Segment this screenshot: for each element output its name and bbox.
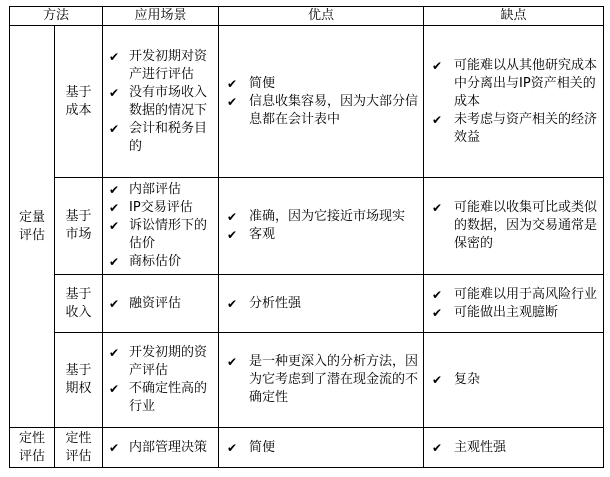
pros-list (219, 72, 423, 132)
list-item-text: 复杂 (454, 372, 481, 387)
scenario-list (103, 341, 218, 419)
header-pros: 优点 (219, 7, 424, 26)
list-item (424, 286, 599, 304)
check-icon: ✔ (109, 440, 120, 455)
cons-list (424, 196, 603, 256)
list-item-text: 是一种更深入的分析方法，因为它考虑到了潜在现金流的不确定性 (249, 354, 419, 405)
list-item-text: 没有市场收入数据的情况下 (129, 84, 208, 118)
list-item-text: 简便 (249, 75, 276, 91)
method-cell (55, 26, 103, 178)
pros-cell (219, 275, 424, 333)
list-item (103, 199, 214, 217)
scenario-list (103, 292, 218, 316)
list-item-text: 信息收集容易，因为大部分信息都在会计表中 (249, 93, 419, 127)
pros-list (219, 436, 423, 460)
table-row (10, 333, 604, 428)
check-icon: ✔ (109, 296, 120, 311)
list-item (103, 120, 214, 156)
group-qualitative-label: 定性评估 (19, 430, 46, 464)
list-item (219, 93, 419, 129)
cons-list (424, 54, 603, 150)
list-item-text: 开发初期的资产评估 (129, 345, 208, 378)
list-item-text: 客观 (249, 227, 276, 242)
list-item (424, 111, 599, 147)
list-item-text: IP交易评估 (129, 200, 193, 215)
check-icon: ✔ (109, 382, 120, 396)
method-cell (55, 428, 103, 468)
check-icon: ✔ (227, 94, 238, 109)
pros-cell (219, 333, 424, 428)
list-item-text: 内部评估 (129, 182, 182, 197)
list-item (103, 217, 214, 253)
scenario-list (103, 436, 218, 460)
list-item (424, 439, 599, 457)
pros-list (219, 350, 423, 410)
group-quantitative (10, 26, 55, 428)
list-item (103, 181, 214, 199)
list-item (103, 253, 214, 271)
list-item (219, 208, 419, 226)
table-row (10, 178, 604, 275)
list-item (219, 353, 419, 407)
method-cell (55, 333, 103, 428)
check-icon: ✔ (227, 210, 238, 224)
header-scenario: 应用场景 (103, 7, 219, 26)
check-icon: ✔ (432, 440, 443, 455)
list-item-text: 分析性强 (249, 295, 302, 311)
list-item (219, 75, 419, 93)
pros-cell (219, 26, 424, 178)
list-item-text: 开发初期对资产进行评估 (129, 48, 208, 82)
check-icon: ✔ (432, 287, 443, 302)
pros-cell (219, 428, 424, 468)
check-icon: ✔ (109, 346, 120, 360)
cons-cell (424, 26, 604, 178)
list-item (103, 344, 214, 380)
method-label: 基于成本 (65, 84, 92, 118)
check-icon: ✔ (109, 121, 120, 136)
method-label: 基于期权 (65, 363, 92, 396)
method-label: 基于市场 (65, 209, 92, 242)
list-item (424, 199, 599, 253)
cons-cell (424, 333, 604, 428)
list-item-text: 商标估价 (129, 254, 182, 269)
check-icon: ✔ (432, 58, 443, 73)
list-item-text: 融资评估 (129, 295, 182, 311)
check-icon: ✔ (432, 201, 443, 215)
check-icon: ✔ (109, 85, 120, 100)
check-icon: ✔ (109, 219, 120, 233)
list-item-text: 会计和税务目的 (129, 120, 208, 154)
list-item-text: 不确定性高的行业 (129, 381, 208, 414)
list-item (424, 371, 599, 389)
group-quantitative-label: 定量评估 (19, 209, 46, 243)
list-item-text: 主观性强 (454, 439, 507, 455)
cons-list (424, 436, 603, 460)
list-item (103, 380, 214, 416)
cons-list (424, 368, 603, 392)
scenario-cell (103, 178, 219, 275)
cons-cell (424, 275, 604, 333)
table-row (10, 26, 604, 178)
scenario-list (103, 178, 218, 274)
list-item (103, 48, 214, 84)
header-cons: 缺点 (424, 7, 604, 26)
check-icon: ✔ (109, 201, 120, 215)
cons-cell (424, 428, 604, 468)
list-item-text: 诉讼情形下的估价 (129, 218, 208, 251)
table-row (10, 428, 604, 468)
list-item-text: 准确，因为它接近市场现实 (249, 209, 406, 224)
method-cell (55, 275, 103, 333)
cons-list (424, 283, 603, 325)
cons-cell (424, 178, 604, 275)
check-icon: ✔ (432, 112, 443, 127)
header-row (10, 7, 604, 26)
check-icon: ✔ (109, 49, 120, 64)
list-item-text: 内部管理决策 (129, 439, 208, 455)
check-icon: ✔ (109, 255, 120, 269)
list-item-text: 可能难以收集可比或类似的数据，因为交易通常是保密的 (454, 200, 598, 251)
list-item (219, 439, 419, 457)
list-item (103, 439, 214, 457)
list-item-text: 简便 (249, 439, 276, 455)
valuation-methods-table (9, 6, 604, 468)
list-item-text: 可能做出主观臆断 (454, 304, 559, 320)
scenario-list (103, 45, 218, 159)
method-cell (55, 178, 103, 275)
list-item (424, 57, 599, 111)
list-item (219, 226, 419, 244)
list-item (424, 304, 599, 322)
header-method: 方法 (10, 7, 103, 26)
check-icon: ✔ (227, 296, 238, 311)
table-row (10, 275, 604, 333)
scenario-cell (103, 333, 219, 428)
scenario-cell (103, 428, 219, 468)
check-icon: ✔ (109, 183, 120, 197)
pros-list (219, 205, 423, 247)
group-qualitative (10, 428, 55, 468)
method-label: 定性评估 (65, 430, 92, 464)
check-icon: ✔ (432, 373, 443, 387)
scenario-cell (103, 26, 219, 178)
list-item (103, 84, 214, 120)
check-icon: ✔ (227, 440, 238, 455)
check-icon: ✔ (432, 305, 443, 320)
list-item (103, 295, 214, 313)
scenario-cell (103, 275, 219, 333)
check-icon: ✔ (227, 76, 238, 91)
list-item-text: 未考虑与资产相关的经济效益 (454, 111, 598, 145)
list-item (219, 295, 419, 313)
list-item-text: 可能难以用于高风险行业 (454, 286, 598, 302)
check-icon: ✔ (227, 355, 238, 369)
pros-cell (219, 178, 424, 275)
check-icon: ✔ (227, 228, 238, 242)
pros-list (219, 292, 423, 316)
list-item-text: 可能难以从其他研究成本中分离出与IP资产相关的成本 (454, 57, 598, 109)
method-label: 基于收入 (65, 286, 92, 320)
